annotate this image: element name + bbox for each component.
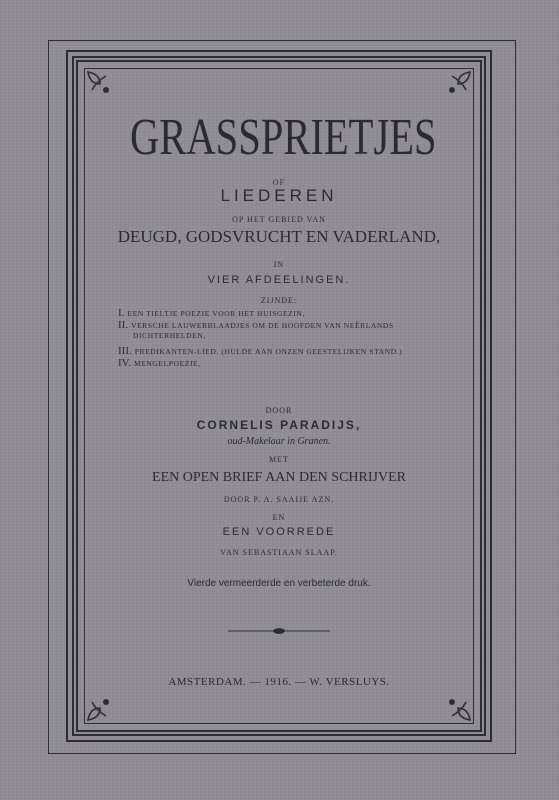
afdeelingen-line: VIER AFDEELINGEN. [207, 274, 351, 286]
connector-of: OF [272, 178, 286, 187]
book-title: GRASSPRIETJES [130, 109, 437, 166]
open-brief-line: EEN OPEN BRIEF AAN DEN SCHRIJVER [152, 470, 406, 485]
list-item: II. VERSCHE LAUWERBLAADJES OM DE HOOFDEN VAN NEÊRLANDS [118, 319, 394, 331]
title-page-content [88, 70, 470, 720]
imprint-line: AMSTERDAM. — 1916. — W. VERSLUYS. [168, 676, 390, 688]
author-role: oud-Makelaar in Granen. [227, 436, 331, 447]
voorrede-van-line: VAN SEBASTIAAN SLAAP. [220, 548, 338, 557]
edition-line: Vierde vermeerderde en verbeterde druk. [187, 578, 371, 589]
met-line: MET [269, 455, 289, 464]
list-item: I. EEN TIELTJE POEZIE VOOR HET HUISGEZIN, [118, 307, 305, 319]
author-name: CORNELIS PARADIJS, [196, 418, 362, 432]
voorrede-line: EEN VOORREDE [222, 526, 336, 538]
list-item: DICHTERHELDEN, [133, 331, 206, 340]
brief-door-line: DOOR P. A. SAAIJE AZN. [223, 495, 335, 504]
deugd-line: DEUGD, GODSVRUCHT EN VADERLAND, [117, 227, 441, 246]
en-line: EN [272, 513, 286, 522]
contents-list [118, 307, 468, 369]
gebied-line: OP HET GEBIED VAN [232, 215, 326, 224]
connector-in: IN [273, 260, 285, 269]
subtitle-liederen: LIEDEREN [220, 186, 338, 205]
ornament-rule-icon [228, 626, 330, 636]
zijnde-line: ZIJNDE: [260, 296, 298, 305]
list-item: IV. MENGELPOEZIE, [118, 357, 201, 369]
door-line: DOOR [265, 406, 293, 415]
list-item: III. PREDIKANTEN-LIED. (HULDE AAN ONZEN GEESTELIJKEN STAND.) [118, 345, 403, 357]
